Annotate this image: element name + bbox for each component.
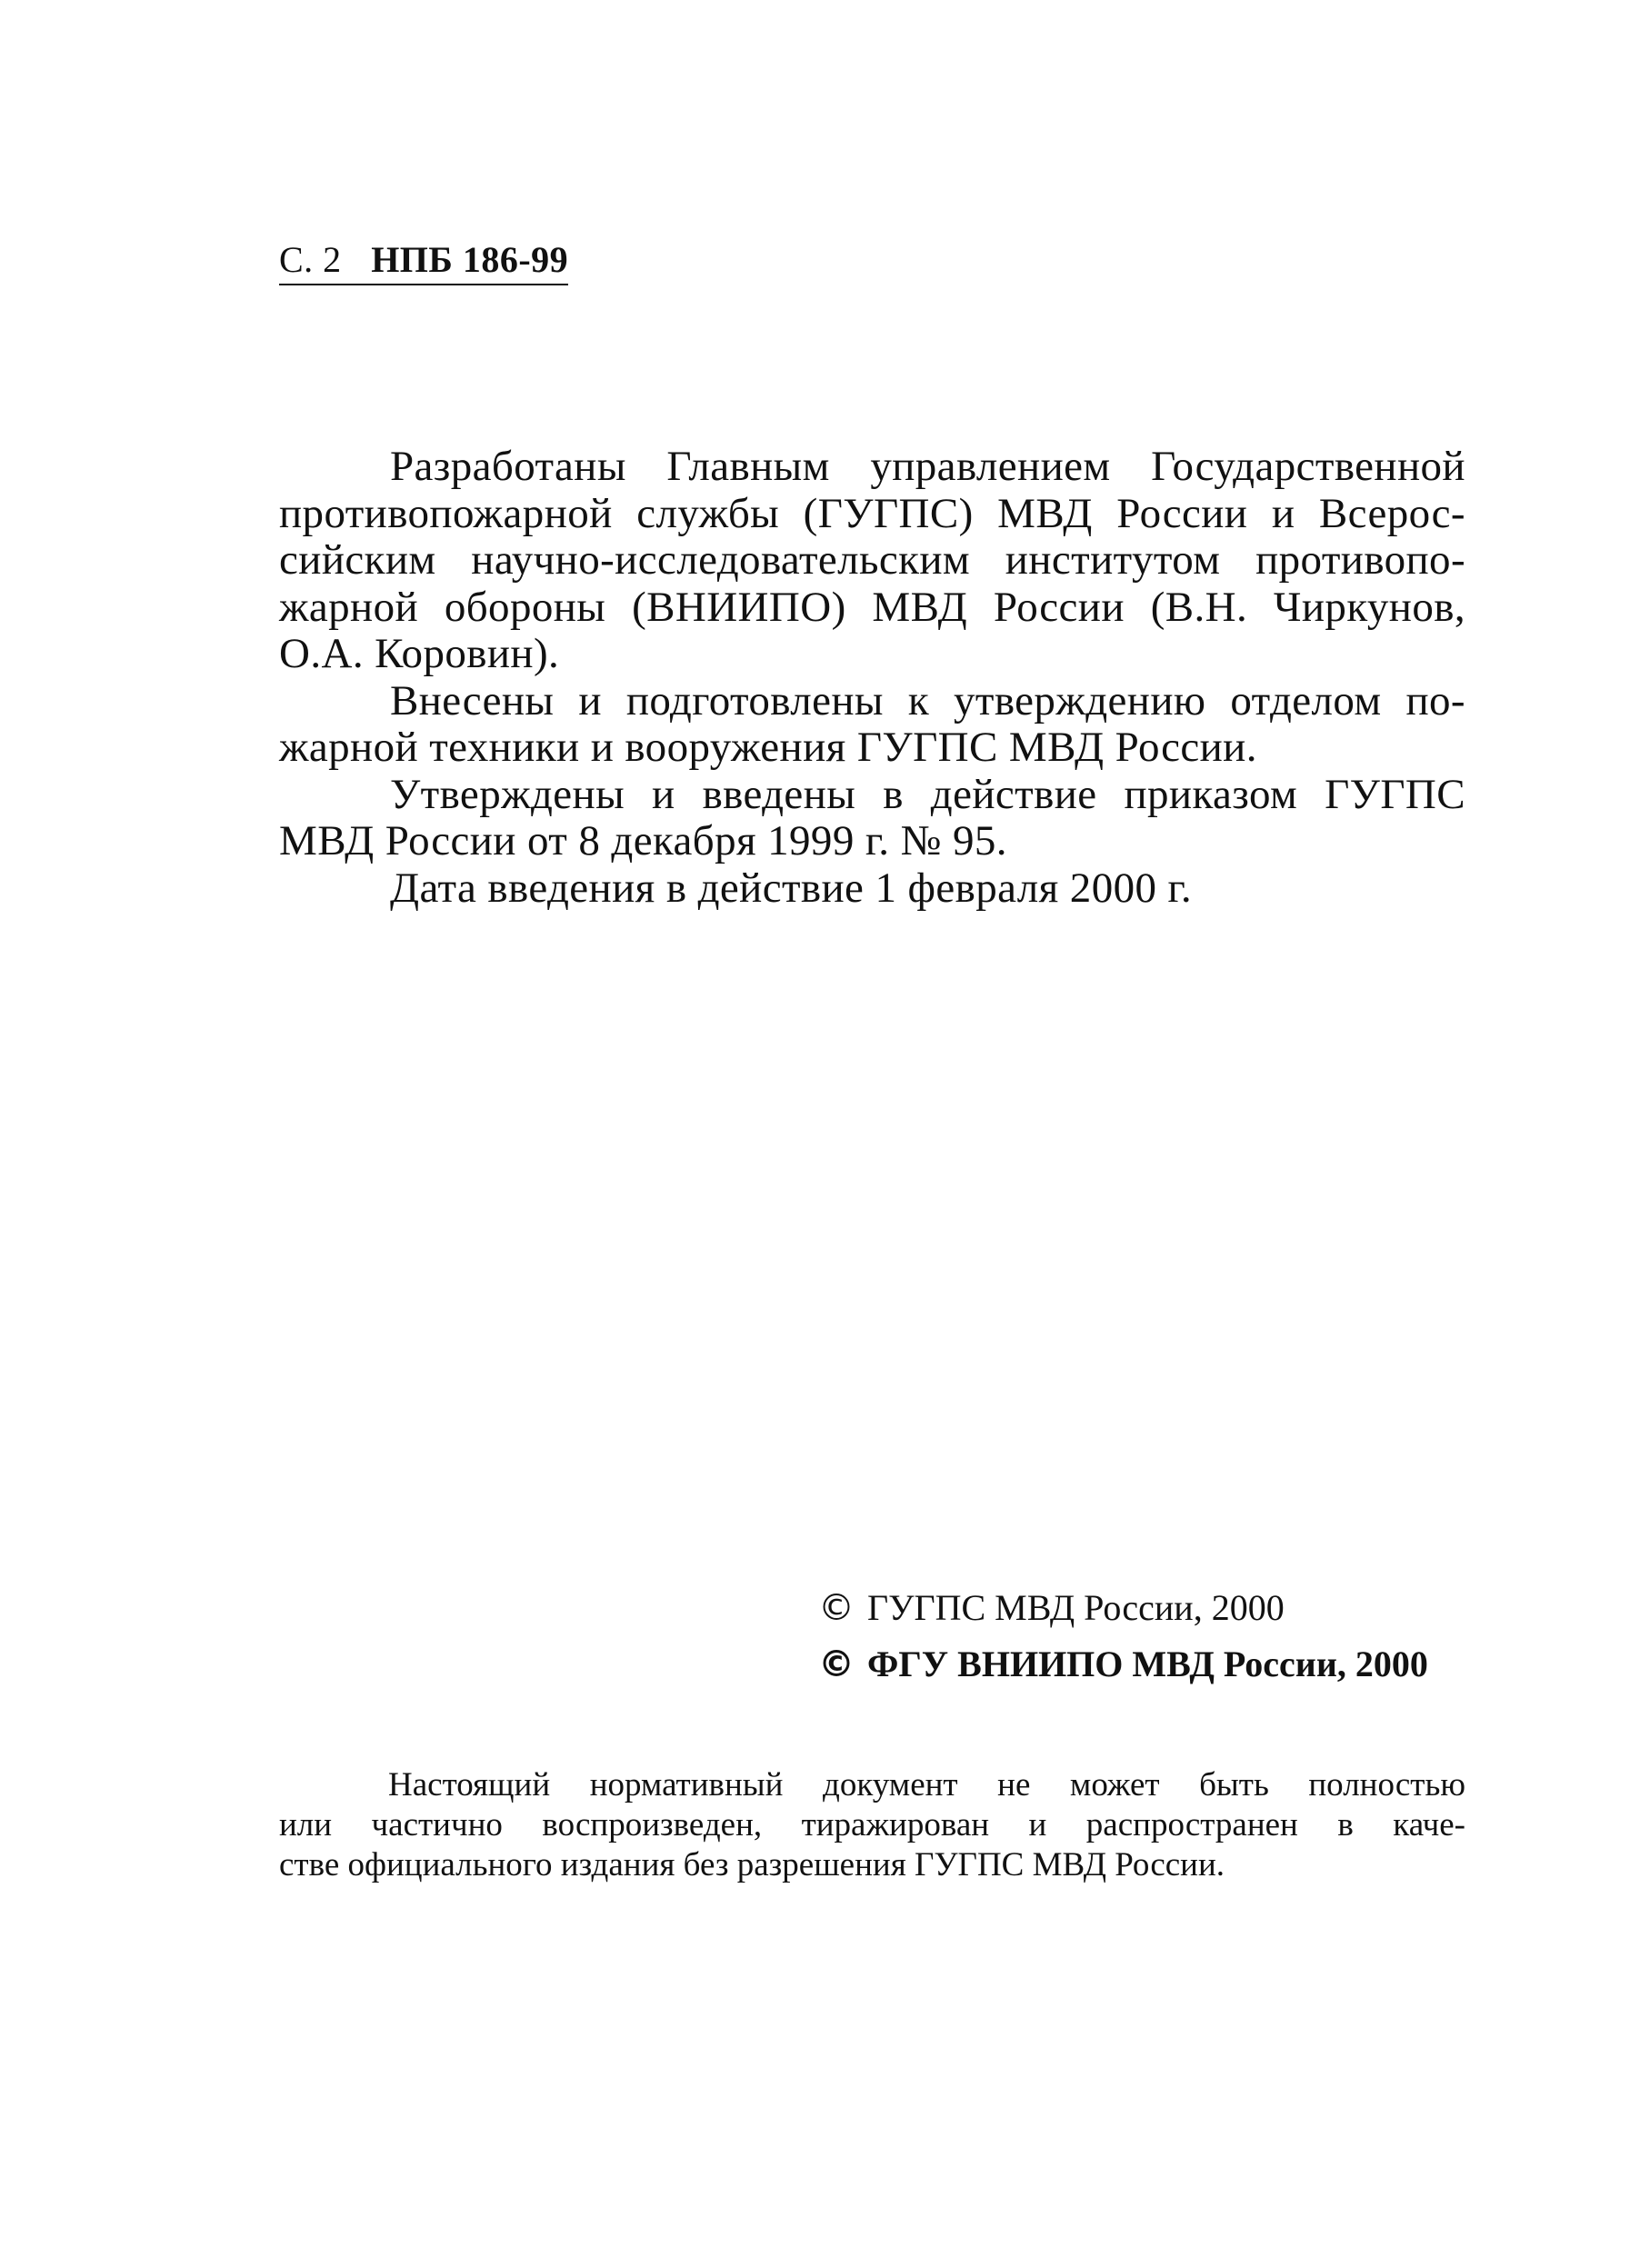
copyright-icon: © [818, 1587, 855, 1629]
text-line: противопожарной службы (ГУГПС) МВД России и Всерос- [279, 489, 1465, 537]
text-line: сийским научно-исследовательским институтом противопо- [279, 536, 1465, 584]
paragraph-approved [279, 772, 1465, 865]
copyright-holder: ФГУ ВНИИПО МВД России, 2000 [867, 1644, 1428, 1684]
text-line: Утверждены и введены в действие приказом ГУГПС [390, 770, 1465, 818]
text-line: жарной техники и вооружения ГУГПС МВД России. [279, 724, 1257, 771]
paragraph-submitted [279, 678, 1465, 772]
copyright-line [818, 1636, 1473, 1693]
paragraph-developers [279, 444, 1465, 678]
text-line: Дата введения в действие 1 февраля 2000 г. [390, 864, 1193, 912]
reproduction-notice [279, 1765, 1465, 1885]
paragraph-effective-date [279, 865, 1465, 913]
text-line: О.А. Коровин). [279, 630, 560, 677]
running-header [279, 238, 568, 285]
text-line: стве официального издания без разрешения ГУГПС МВД России. [279, 1846, 1225, 1883]
page-number: С. 2 [279, 239, 342, 280]
text-line: Разработаны Главным управлением Государственной [390, 443, 1465, 490]
copyright-section [818, 1580, 1473, 1693]
credits-section [279, 444, 1465, 912]
text-line: жарной обороны (ВНИИПО) МВД России (В.Н. Чиркунов, [279, 583, 1465, 631]
text-line: МВД России от 8 декабря 1999 г. № 95. [279, 817, 1007, 864]
text-line: Настоящий нормативный документ не может быть полностью [388, 1766, 1465, 1803]
text-line: Внесены и подготовлены к утверждению отделом по- [390, 676, 1465, 724]
copyright-line [818, 1580, 1473, 1636]
copyright-icon: © [818, 1644, 855, 1685]
copyright-holder: ГУГПС МВД России, 2000 [867, 1587, 1285, 1628]
document-code: НПБ 186-99 [371, 239, 569, 280]
text-line: или частично воспроизведен, тиражирован и распространен в каче- [279, 1806, 1465, 1843]
